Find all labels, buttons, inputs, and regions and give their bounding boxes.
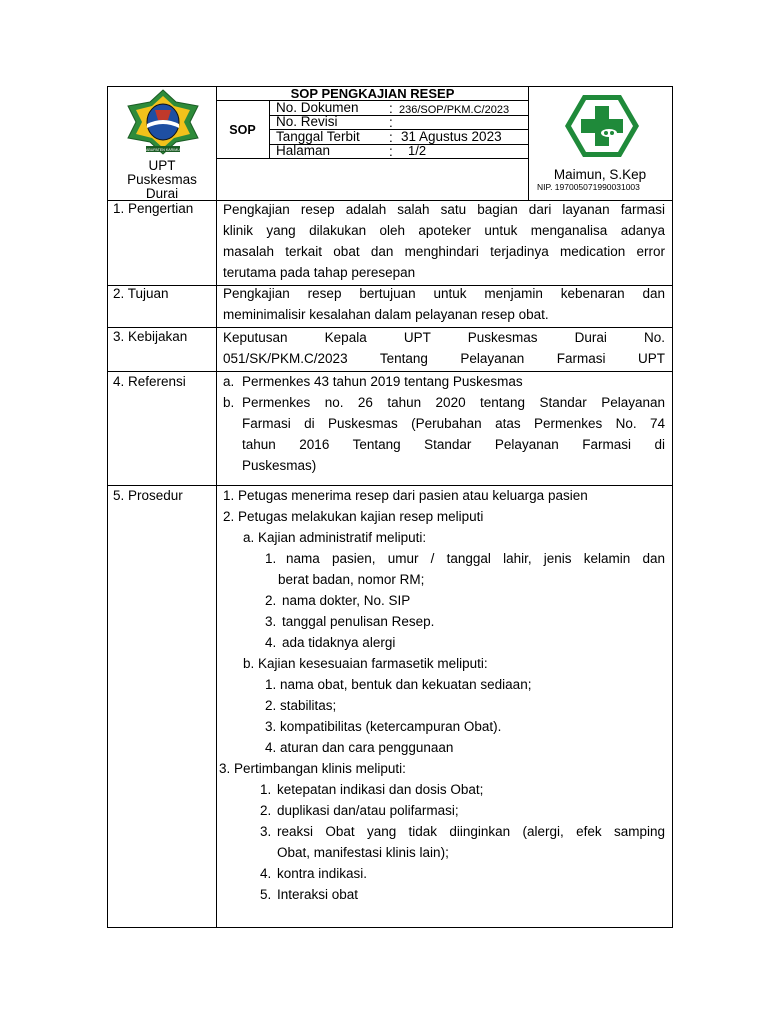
- list-item: 3. kompatibilitas (ketercampuran Obat).: [265, 719, 502, 734]
- field-colon-revisi: :: [389, 115, 393, 130]
- list-marker: 5.: [260, 887, 272, 902]
- list-item: [223, 371, 665, 392]
- pengertian-line: terutama pada tahap peresepan: [223, 265, 416, 280]
- list-item-text: tanggal penulisan Resep.: [282, 614, 435, 629]
- list-item-text: [278, 548, 665, 590]
- prosedur-sub-b: b. Kajian kesesuaian farmasetik meliputi:: [243, 656, 488, 671]
- table-border-right: [672, 86, 673, 928]
- table-border-bottom: [107, 927, 673, 928]
- prosedur-step-2: 2. Petugas melakukan kajian resep meliputi: [223, 509, 484, 524]
- list-marker: 1.: [260, 782, 272, 797]
- list-marker: 3.: [260, 824, 272, 839]
- section-label-kebijakan: 3. Kebijakan: [113, 329, 188, 344]
- list-item-text: Interaksi obat: [277, 887, 359, 902]
- kebijakan-text: [223, 327, 665, 371]
- referensi-line: Puskesmas): [242, 458, 317, 473]
- sub-a-line: nama pasien, umur / tanggal lahir, jenis kelamin dan: [286, 551, 665, 566]
- list-item: 1. nama obat, bentuk dan kekuatan sediaan;: [265, 677, 532, 692]
- pengertian-line: Pengkajian resep adalah salah satu bagian dari layanan farmasi: [223, 202, 665, 217]
- list-marker: 1.: [265, 551, 277, 566]
- field-label-dokumen: No. Dokumen: [276, 100, 359, 115]
- signatory-nip: NIP. 197005071990031003: [537, 182, 640, 192]
- regency-logo: [118, 88, 208, 158]
- list-item-text: kontra indikasi.: [277, 866, 368, 881]
- list-item: [260, 800, 665, 821]
- puskesmas-cross-icon: [563, 93, 641, 159]
- step-3-list: [223, 779, 665, 905]
- pengertian-line: klinik yang dilakukan oleh apoteker untuk menganalisa adanya: [223, 223, 665, 238]
- prosedur-steps: [219, 485, 665, 905]
- org-name-line-3: Durai: [145, 186, 179, 201]
- list-item-text: ketepatan indikasi dan dosis Obat;: [277, 782, 484, 797]
- referensi-line: Permenkes no. 26 tahun 2020 tentang Standar Pelayanan: [242, 395, 665, 410]
- referensi-line: Farmasi di Puskesmas (Perubahan atas Permenkes No. 74: [242, 416, 665, 431]
- list-marker: 4.: [260, 866, 272, 881]
- step-3-line: reaksi Obat yang tidak diinginkan (alergi, efek samping: [277, 824, 665, 839]
- sub-b-list: [223, 674, 665, 758]
- prosedur-step-1: 1. Petugas menerima resep dari pasien atau keluarga pasien: [223, 488, 588, 503]
- list-item: [265, 611, 665, 632]
- signatory-name: Maimun, S.Kep: [553, 167, 647, 182]
- list-marker: 2.: [265, 593, 277, 608]
- section-label-prosedur: 5. Prosedur: [113, 488, 183, 503]
- field-label-halaman: Halaman: [276, 143, 331, 158]
- step-3-line: Obat, manifestasi klinis lain);: [277, 845, 449, 860]
- list-item-text: [277, 821, 665, 863]
- referensi-line: Permenkes 43 tahun 2019 tentang Puskesmas: [242, 374, 523, 389]
- svg-text:KABUPATEN KARIMUN: KABUPATEN KARIMUN: [143, 148, 183, 152]
- list-marker: 4.: [265, 635, 277, 650]
- org-name-line-1: UPT: [148, 158, 176, 173]
- field-label-revisi: No. Revisi: [276, 114, 338, 129]
- sub-a-line: berat badan, nomor RM;: [278, 572, 425, 587]
- list-marker: 2.: [260, 803, 272, 818]
- list-item: [260, 821, 665, 863]
- list-item: [260, 884, 665, 905]
- list-marker: a.: [223, 374, 235, 389]
- pengertian-text: [223, 199, 665, 283]
- list-item-text: ada tidaknya alergi: [282, 635, 396, 650]
- org-name-line-2: Puskesmas: [127, 172, 197, 187]
- regency-emblem-icon: [118, 88, 208, 158]
- list-marker: 3.: [265, 614, 277, 629]
- field-colon-halaman: :: [389, 144, 393, 159]
- col-divider-1: [216, 86, 217, 928]
- field-value-tanggal: 31 Agustus 2023: [401, 129, 502, 144]
- referensi-line: tahun 2016 Tentang Standar Pelayanan Farmasi di: [242, 437, 665, 452]
- list-item-text: [242, 392, 665, 476]
- field-value-dokumen: 236/SOP/PKM.C/2023: [399, 104, 510, 116]
- tujuan-text: [223, 283, 665, 325]
- list-marker: b.: [223, 395, 235, 410]
- list-item: [265, 632, 665, 653]
- list-item-text: [242, 371, 665, 392]
- sub-a-list: [223, 548, 665, 653]
- kebijakan-line: Keputusan Kepala UPT Puskesmas Durai No.: [223, 330, 665, 345]
- tujuan-line: meminimalisir kesalahan dalam pelayanan resep obat.: [223, 307, 549, 322]
- pengertian-line: masalah terkait obat dan menghindari terjadinya medication error: [223, 244, 665, 259]
- list-item: [260, 779, 665, 800]
- puskesmas-logo: [563, 93, 641, 159]
- prosedur-step-3: 3. Pertimbangan klinis meliputi:: [219, 761, 406, 776]
- field-label-tanggal: Tanggal Terbit: [276, 129, 360, 144]
- prosedur-sub-a: a. Kajian administratif meliputi:: [243, 530, 427, 545]
- sop-label: SOP: [229, 123, 256, 137]
- document-title: SOP PENGKAJIAN RESEP: [290, 86, 455, 101]
- list-item: 4. aturan dan cara penggunaan: [265, 740, 454, 755]
- table-border-left: [107, 86, 108, 928]
- section-label-pengertian: 1. Pengertian: [113, 201, 194, 216]
- field-colon-dokumen: :: [389, 101, 393, 116]
- list-item: [223, 392, 665, 476]
- list-item-text: nama dokter, No. SIP: [282, 593, 411, 608]
- list-item: [265, 590, 665, 611]
- list-item: [265, 548, 665, 590]
- list-item-text: duplikasi dan/atau polifarmasi;: [277, 803, 459, 818]
- list-item: 2. stabilitas;: [265, 698, 337, 713]
- tujuan-line: Pengkajian resep bertujuan untuk menjamin kebenaran dan: [223, 286, 665, 301]
- field-colon-tanggal: :: [389, 130, 393, 145]
- kebijakan-line: 051/SK/PKM.C/2023 Tentang Pelayanan Farmasi UPT: [223, 351, 665, 366]
- section-label-tujuan: 2. Tujuan: [113, 286, 169, 301]
- field-value-halaman: 1/2: [408, 143, 427, 158]
- section-label-referensi: 4. Referensi: [113, 374, 186, 389]
- list-item: [260, 863, 665, 884]
- referensi-list: [223, 371, 665, 476]
- row-halaman-bottom: [216, 158, 529, 159]
